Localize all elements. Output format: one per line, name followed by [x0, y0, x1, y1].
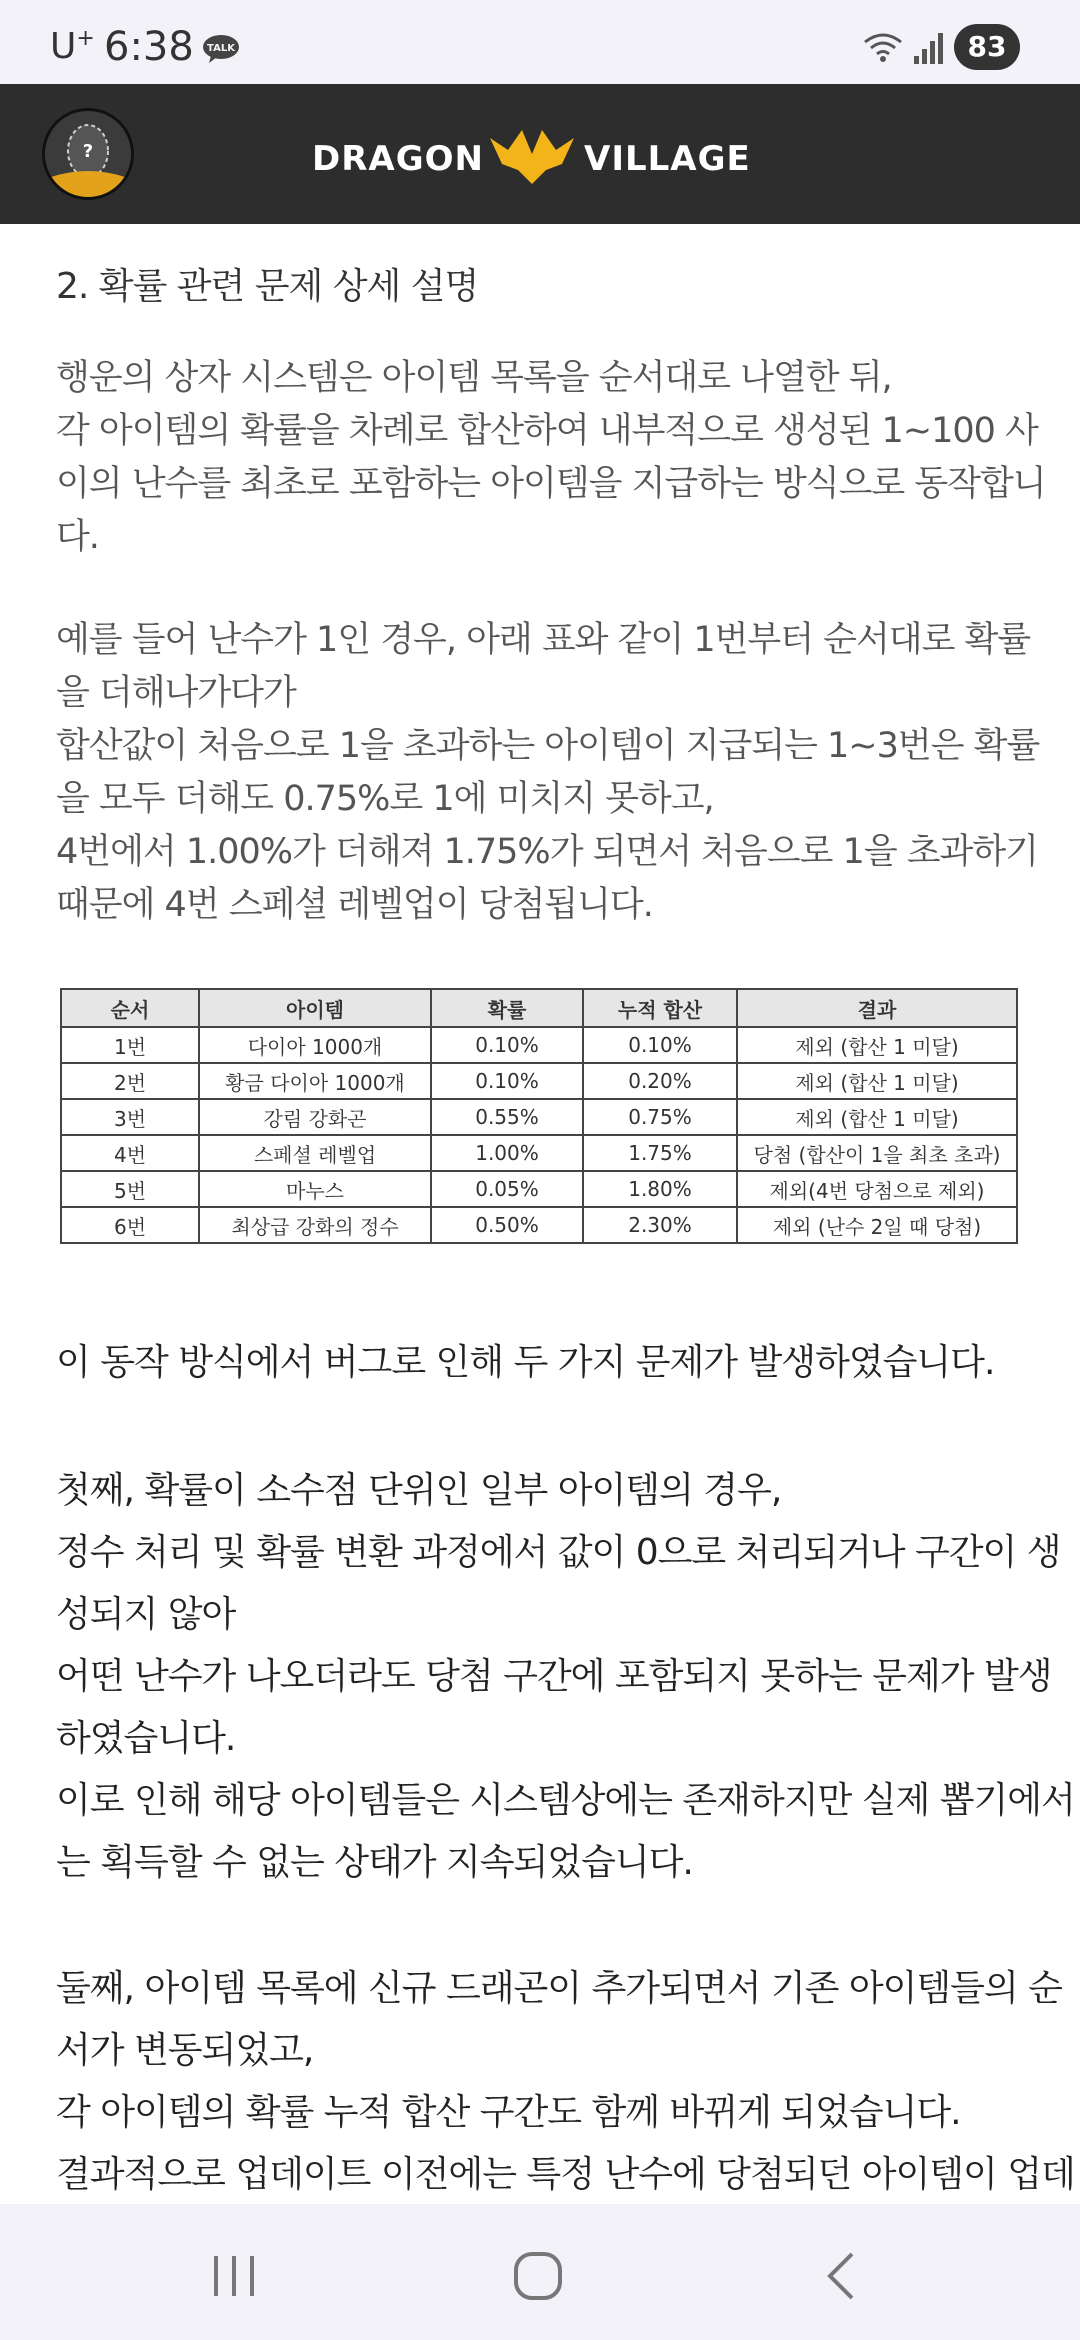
- table-header-row: [61, 989, 1017, 1027]
- table-cell: 0.20%: [583, 1063, 737, 1099]
- text-line: 4번에서 1.00%가 더해져 1.75%가 되면서 처음으로 1을 초과하기: [56, 832, 1038, 872]
- section-title: 2. 확률 관련 문제 상세 설명: [56, 266, 479, 307]
- table-cell: 1.75%: [583, 1135, 737, 1171]
- table-header-cell: 결과: [737, 989, 1017, 1027]
- table-cell: 0.75%: [583, 1099, 737, 1135]
- navigation-bar: [0, 2204, 1080, 2340]
- table-cell: 당첨 (합산이 1을 최초 초과): [737, 1135, 1017, 1171]
- text-line: 어떤 난수가 나오더라도 당첨 구간에 포함되지 못하는 문제가 발생: [56, 1656, 1052, 1697]
- table-cell: 5번: [61, 1171, 199, 1207]
- status-bar: [0, 0, 1080, 84]
- status-time: 6:38: [104, 24, 194, 70]
- text-line: 결과적으로 업데이트 이전에는 특정 난수에 당첨되던 아이템이 업데: [56, 2154, 1075, 2195]
- table-cell: 0.50%: [431, 1207, 583, 1243]
- back-icon[interactable]: [812, 2248, 872, 2304]
- text-line: 둘째, 아이템 목록에 신규 드래곤이 추가되면서 기존 아이템들의 순: [56, 1968, 1062, 2009]
- svg-text:TALK: TALK: [207, 43, 235, 54]
- table-row: [61, 1207, 1017, 1243]
- text-line: 이로 인해 해당 아이템들은 시스템상에는 존재하지만 실제 뽑기에서: [56, 1780, 1075, 1821]
- table-cell: 제외 (합산 1 미달): [737, 1063, 1017, 1099]
- text-line: 때문에 4번 스페셜 레벨업이 당첨됩니다.: [56, 885, 653, 925]
- text-line: 서가 변동되었고,: [56, 2030, 314, 2071]
- probability-table: [60, 988, 1018, 1244]
- table-header-cell: 누적 합산: [583, 989, 737, 1027]
- table-header-cell: 아이템: [199, 989, 431, 1027]
- table-cell: 4번: [61, 1135, 199, 1171]
- table-cell: 다이아 1000개: [199, 1027, 431, 1063]
- table-cell: 제외 (난수 2일 때 당첨): [737, 1207, 1017, 1243]
- table-cell: 1.80%: [583, 1171, 737, 1207]
- table-cell: 2번: [61, 1063, 199, 1099]
- kakaotalk-icon: [202, 34, 240, 64]
- table-row: [61, 1063, 1017, 1099]
- wifi-icon: [862, 30, 904, 66]
- table-cell: 0.10%: [583, 1027, 737, 1063]
- paragraph-first-issue: [56, 1460, 1075, 1894]
- text-line: 이 동작 방식에서 버그로 인해 두 가지 문제가 발생하였습니다.: [56, 1342, 995, 1383]
- table-row: [61, 1027, 1017, 1063]
- text-line: 각 아이템의 확률을 차례로 합산하여 내부적으로 생성된 1~100 사: [56, 411, 1038, 451]
- table-cell: 제외 (합산 1 미달): [737, 1099, 1017, 1135]
- dragon-village-logo: [312, 120, 772, 192]
- app-header: [0, 84, 1080, 224]
- svg-text:VILLAGE: VILLAGE: [584, 139, 751, 179]
- svg-text:DRAGON: DRAGON: [312, 139, 484, 179]
- table-cell: 최상급 강화의 정수: [199, 1207, 431, 1243]
- text-line: 는 획득할 수 없는 상태가 지속되었습니다.: [56, 1842, 693, 1883]
- table-cell: 1.00%: [431, 1135, 583, 1171]
- table-cell: 6번: [61, 1207, 199, 1243]
- recent-apps-icon[interactable]: [204, 2248, 264, 2304]
- text-line: 하였습니다.: [56, 1718, 236, 1759]
- table-header-cell: 확률: [431, 989, 583, 1027]
- paragraph-example: [56, 614, 1040, 932]
- text-line: 행운의 상자 시스템은 아이템 목록을 순서대로 나열한 뒤,: [56, 358, 892, 398]
- text-line: 예를 들어 난수가 1인 경우, 아래 표와 같이 1번부터 순서대로 확률: [56, 620, 1031, 660]
- signal-icon: [912, 30, 946, 66]
- text-line: 정수 처리 및 확률 변환 과정에서 값이 0으로 처리되거나 구간이 생: [56, 1532, 1061, 1573]
- table-header-cell: 순서: [61, 989, 199, 1027]
- table-cell: 1번: [61, 1027, 199, 1063]
- table-cell: 2.30%: [583, 1207, 737, 1243]
- table-cell: 제외(4번 당첨으로 제외): [737, 1171, 1017, 1207]
- text-line: 첫째, 확률이 소수점 단위인 일부 아이템의 경우,: [56, 1470, 782, 1511]
- text-line: 다.: [56, 517, 99, 557]
- table-cell: 제외 (합산 1 미달): [737, 1027, 1017, 1063]
- text-line: 각 아이템의 확률 누적 합산 구간도 함께 바뀌게 되었습니다.: [56, 2092, 961, 2133]
- paragraph-box-system: [56, 352, 1046, 564]
- table-cell: 마누스: [199, 1171, 431, 1207]
- svg-text:?: ?: [82, 141, 94, 162]
- table-row: [61, 1171, 1017, 1207]
- table-cell: 0.55%: [431, 1099, 583, 1135]
- text-line: 을 모두 더해도 0.75%로 1에 미치지 못하고,: [56, 779, 714, 819]
- text-line: 성되지 않아: [56, 1594, 236, 1635]
- table-cell: 3번: [61, 1099, 199, 1135]
- table-cell: 강림 강화곤: [199, 1099, 431, 1135]
- table-cell: 0.10%: [431, 1063, 583, 1099]
- table-cell: 스페셜 레벨업: [199, 1135, 431, 1171]
- text-line: 합산값이 처음으로 1을 초과하는 아이템이 지급되는 1~3번은 확률: [56, 726, 1040, 766]
- battery-indicator: 83: [954, 24, 1020, 70]
- table-cell: 0.10%: [431, 1027, 583, 1063]
- home-icon[interactable]: [508, 2248, 568, 2304]
- table-cell: 황금 다이아 1000개: [199, 1063, 431, 1099]
- table-row: [61, 1099, 1017, 1135]
- table-row: [61, 1135, 1017, 1171]
- table-cell: 0.05%: [431, 1171, 583, 1207]
- egg-avatar-icon[interactable]: [42, 108, 134, 200]
- text-line: 을 더해나가다가: [56, 673, 296, 713]
- paragraph-second-issue: [56, 1958, 1075, 2206]
- text-line: 이의 난수를 최초로 포함하는 아이템을 지급하는 방식으로 동작합니: [56, 464, 1046, 504]
- paragraph-bug-intro: [56, 1332, 1026, 1394]
- carrier-label: U+: [50, 26, 95, 67]
